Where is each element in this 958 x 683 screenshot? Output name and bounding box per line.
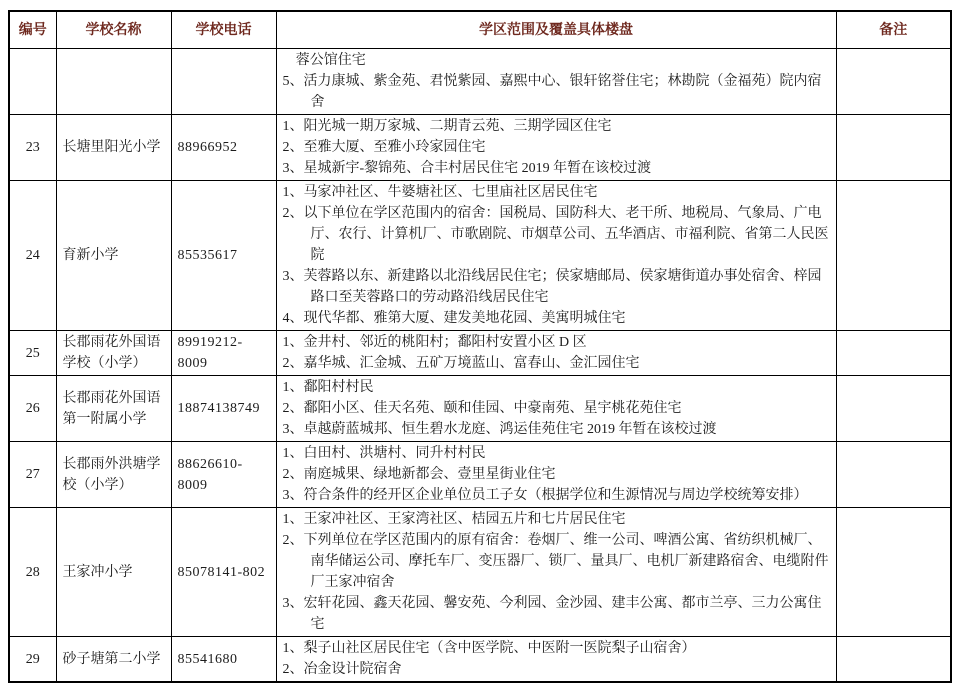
school-number: 26 bbox=[9, 376, 56, 442]
school-name: 长郡雨花外国语学校（小学） bbox=[56, 331, 171, 376]
range-item: 蓉公馆住宅 bbox=[295, 53, 366, 68]
note-cell bbox=[836, 181, 951, 331]
school-number: 24 bbox=[9, 181, 56, 331]
school-phone bbox=[171, 49, 276, 115]
district-range-cell bbox=[276, 181, 836, 331]
table-row-26 bbox=[9, 376, 951, 442]
note-cell bbox=[836, 115, 951, 181]
school-phone: 85535617 bbox=[171, 181, 276, 331]
table-row-29 bbox=[9, 637, 951, 683]
table-row-partial bbox=[9, 49, 951, 115]
school-number: 25 bbox=[9, 331, 56, 376]
school-name: 长郡雨外洪塘学校（小学） bbox=[56, 442, 171, 508]
note-cell bbox=[836, 331, 951, 376]
school-number: 23 bbox=[9, 115, 56, 181]
table-row-28 bbox=[9, 508, 951, 637]
range-item: 5、活力康城、紫金苑、君悦紫园、嘉熙中心、银轩铭誉住宅；林勘院（金福苑）院内宿舍 bbox=[282, 74, 822, 110]
range-item: 2、下列单位在学区范围内的原有宿舍：卷烟厂、维一公司、啤酒公寓、省纺织机械厂、南华储运公司、摩托车厂、变压器厂、锁厂、量具厂、电机厂新建路宿舍、电缆附件厂王家冲宿舍 bbox=[282, 533, 829, 590]
range-item: 2、南庭城果、绿地新都会、壹里星街业住宅 bbox=[282, 467, 556, 482]
range-item: 1、白田村、洪塘村、同升村村民 bbox=[282, 446, 486, 461]
school-name: 长塘里阳光小学 bbox=[56, 115, 171, 181]
district-range-cell bbox=[276, 508, 836, 637]
range-item: 2、至雅大厦、至雅小玲家园住宅 bbox=[282, 140, 486, 155]
range-item: 1、金井村、邻近的桃阳村；鄱阳村安置小区 D 区 bbox=[282, 335, 587, 350]
range-item: 2、鄱阳小区、佳天名苑、颐和佳园、中豪南苑、星宇桃花苑住宅 bbox=[282, 401, 682, 416]
table-row-23 bbox=[9, 115, 951, 181]
header-number: 编号 bbox=[9, 11, 56, 49]
header-row bbox=[9, 11, 951, 49]
range-item: 3、卓越蔚蓝城邦、恒生碧水龙庭、鸿运佳苑住宅 2019 年暂在该校过渡 bbox=[282, 422, 717, 437]
school-name: 王家冲小学 bbox=[56, 508, 171, 637]
note-cell bbox=[836, 508, 951, 637]
header-note: 备注 bbox=[836, 11, 951, 49]
header-school-name: 学校名称 bbox=[56, 11, 171, 49]
school-phone: 85078141-802 bbox=[171, 508, 276, 637]
school-name: 育新小学 bbox=[56, 181, 171, 331]
school-number: 27 bbox=[9, 442, 56, 508]
table-row-24 bbox=[9, 181, 951, 331]
range-item: 1、马家冲社区、牛婆塘社区、七里庙社区居民住宅 bbox=[282, 185, 598, 200]
school-number: 28 bbox=[9, 508, 56, 637]
school-phone: 18874138749 bbox=[171, 376, 276, 442]
district-range-cell bbox=[276, 442, 836, 508]
school-district-table-sheet bbox=[8, 10, 952, 683]
range-item: 2、以下单位在学区范围内的宿舍：国税局、国防科大、老干所、地税局、气象局、广电厅、农行、计算机厂、市歌剧院、市烟草公司、五华酒店、市福利院、省第二人民医院 bbox=[282, 206, 829, 263]
school-number: 29 bbox=[9, 637, 56, 683]
district-range-cell bbox=[276, 331, 836, 376]
range-item: 2、冶金设计院宿舍 bbox=[282, 662, 402, 677]
district-range-cell bbox=[276, 49, 836, 115]
header-district-range: 学区范围及覆盖具体楼盘 bbox=[276, 11, 836, 49]
note-cell bbox=[836, 442, 951, 508]
school-district-table bbox=[8, 10, 952, 683]
table-row-27 bbox=[9, 442, 951, 508]
district-range-cell bbox=[276, 376, 836, 442]
school-name: 长郡雨花外国语第一附属小学 bbox=[56, 376, 171, 442]
note-cell bbox=[836, 376, 951, 442]
range-item: 2、嘉华城、汇金城、五矿万境蓝山、富春山、金汇园住宅 bbox=[282, 356, 640, 371]
school-phone: 85541680 bbox=[171, 637, 276, 683]
table-row-25 bbox=[9, 331, 951, 376]
range-item: 1、王家冲社区、王家湾社区、桔园五片和七片居民住宅 bbox=[282, 512, 626, 527]
range-item: 3、符合条件的经开区企业单位员工子女（根据学位和生源情况与周边学校统筹安排） bbox=[282, 488, 808, 503]
header-school-phone: 学校电话 bbox=[171, 11, 276, 49]
range-item: 1、梨子山社区居民住宅（含中医学院、中医附一医院梨子山宿舍） bbox=[282, 641, 696, 656]
school-phone: 89919212-8009 bbox=[171, 331, 276, 376]
district-range-cell bbox=[276, 115, 836, 181]
school-phone: 88966952 bbox=[171, 115, 276, 181]
school-name bbox=[56, 49, 171, 115]
range-item: 3、星城新宇-黎锦苑、合丰村居民住宅 2019 年暂在该校过渡 bbox=[282, 161, 652, 176]
school-phone: 88626610-8009 bbox=[171, 442, 276, 508]
school-name: 砂子塘第二小学 bbox=[56, 637, 171, 683]
note-cell bbox=[836, 49, 951, 115]
range-item: 3、芙蓉路以东、新建路以北沿线居民住宅；侯家塘邮局、侯家塘街道办事处宿舍、梓园路口至芙蓉路口的劳动路沿线居民住宅 bbox=[282, 269, 822, 305]
range-item: 1、鄱阳村村民 bbox=[282, 380, 374, 395]
note-cell bbox=[836, 637, 951, 683]
school-number bbox=[9, 49, 56, 115]
range-item: 4、现代华都、雅第大厦、建发美地花园、美寓明城住宅 bbox=[282, 311, 626, 326]
range-item: 3、宏轩花园、鑫天花园、馨安苑、今利园、金沙园、建丰公寓、都市兰亭、三力公寓住宅 bbox=[282, 596, 822, 632]
district-range-cell bbox=[276, 637, 836, 683]
range-item: 1、阳光城一期万家城、二期青云苑、三期学园区住宅 bbox=[282, 119, 612, 134]
